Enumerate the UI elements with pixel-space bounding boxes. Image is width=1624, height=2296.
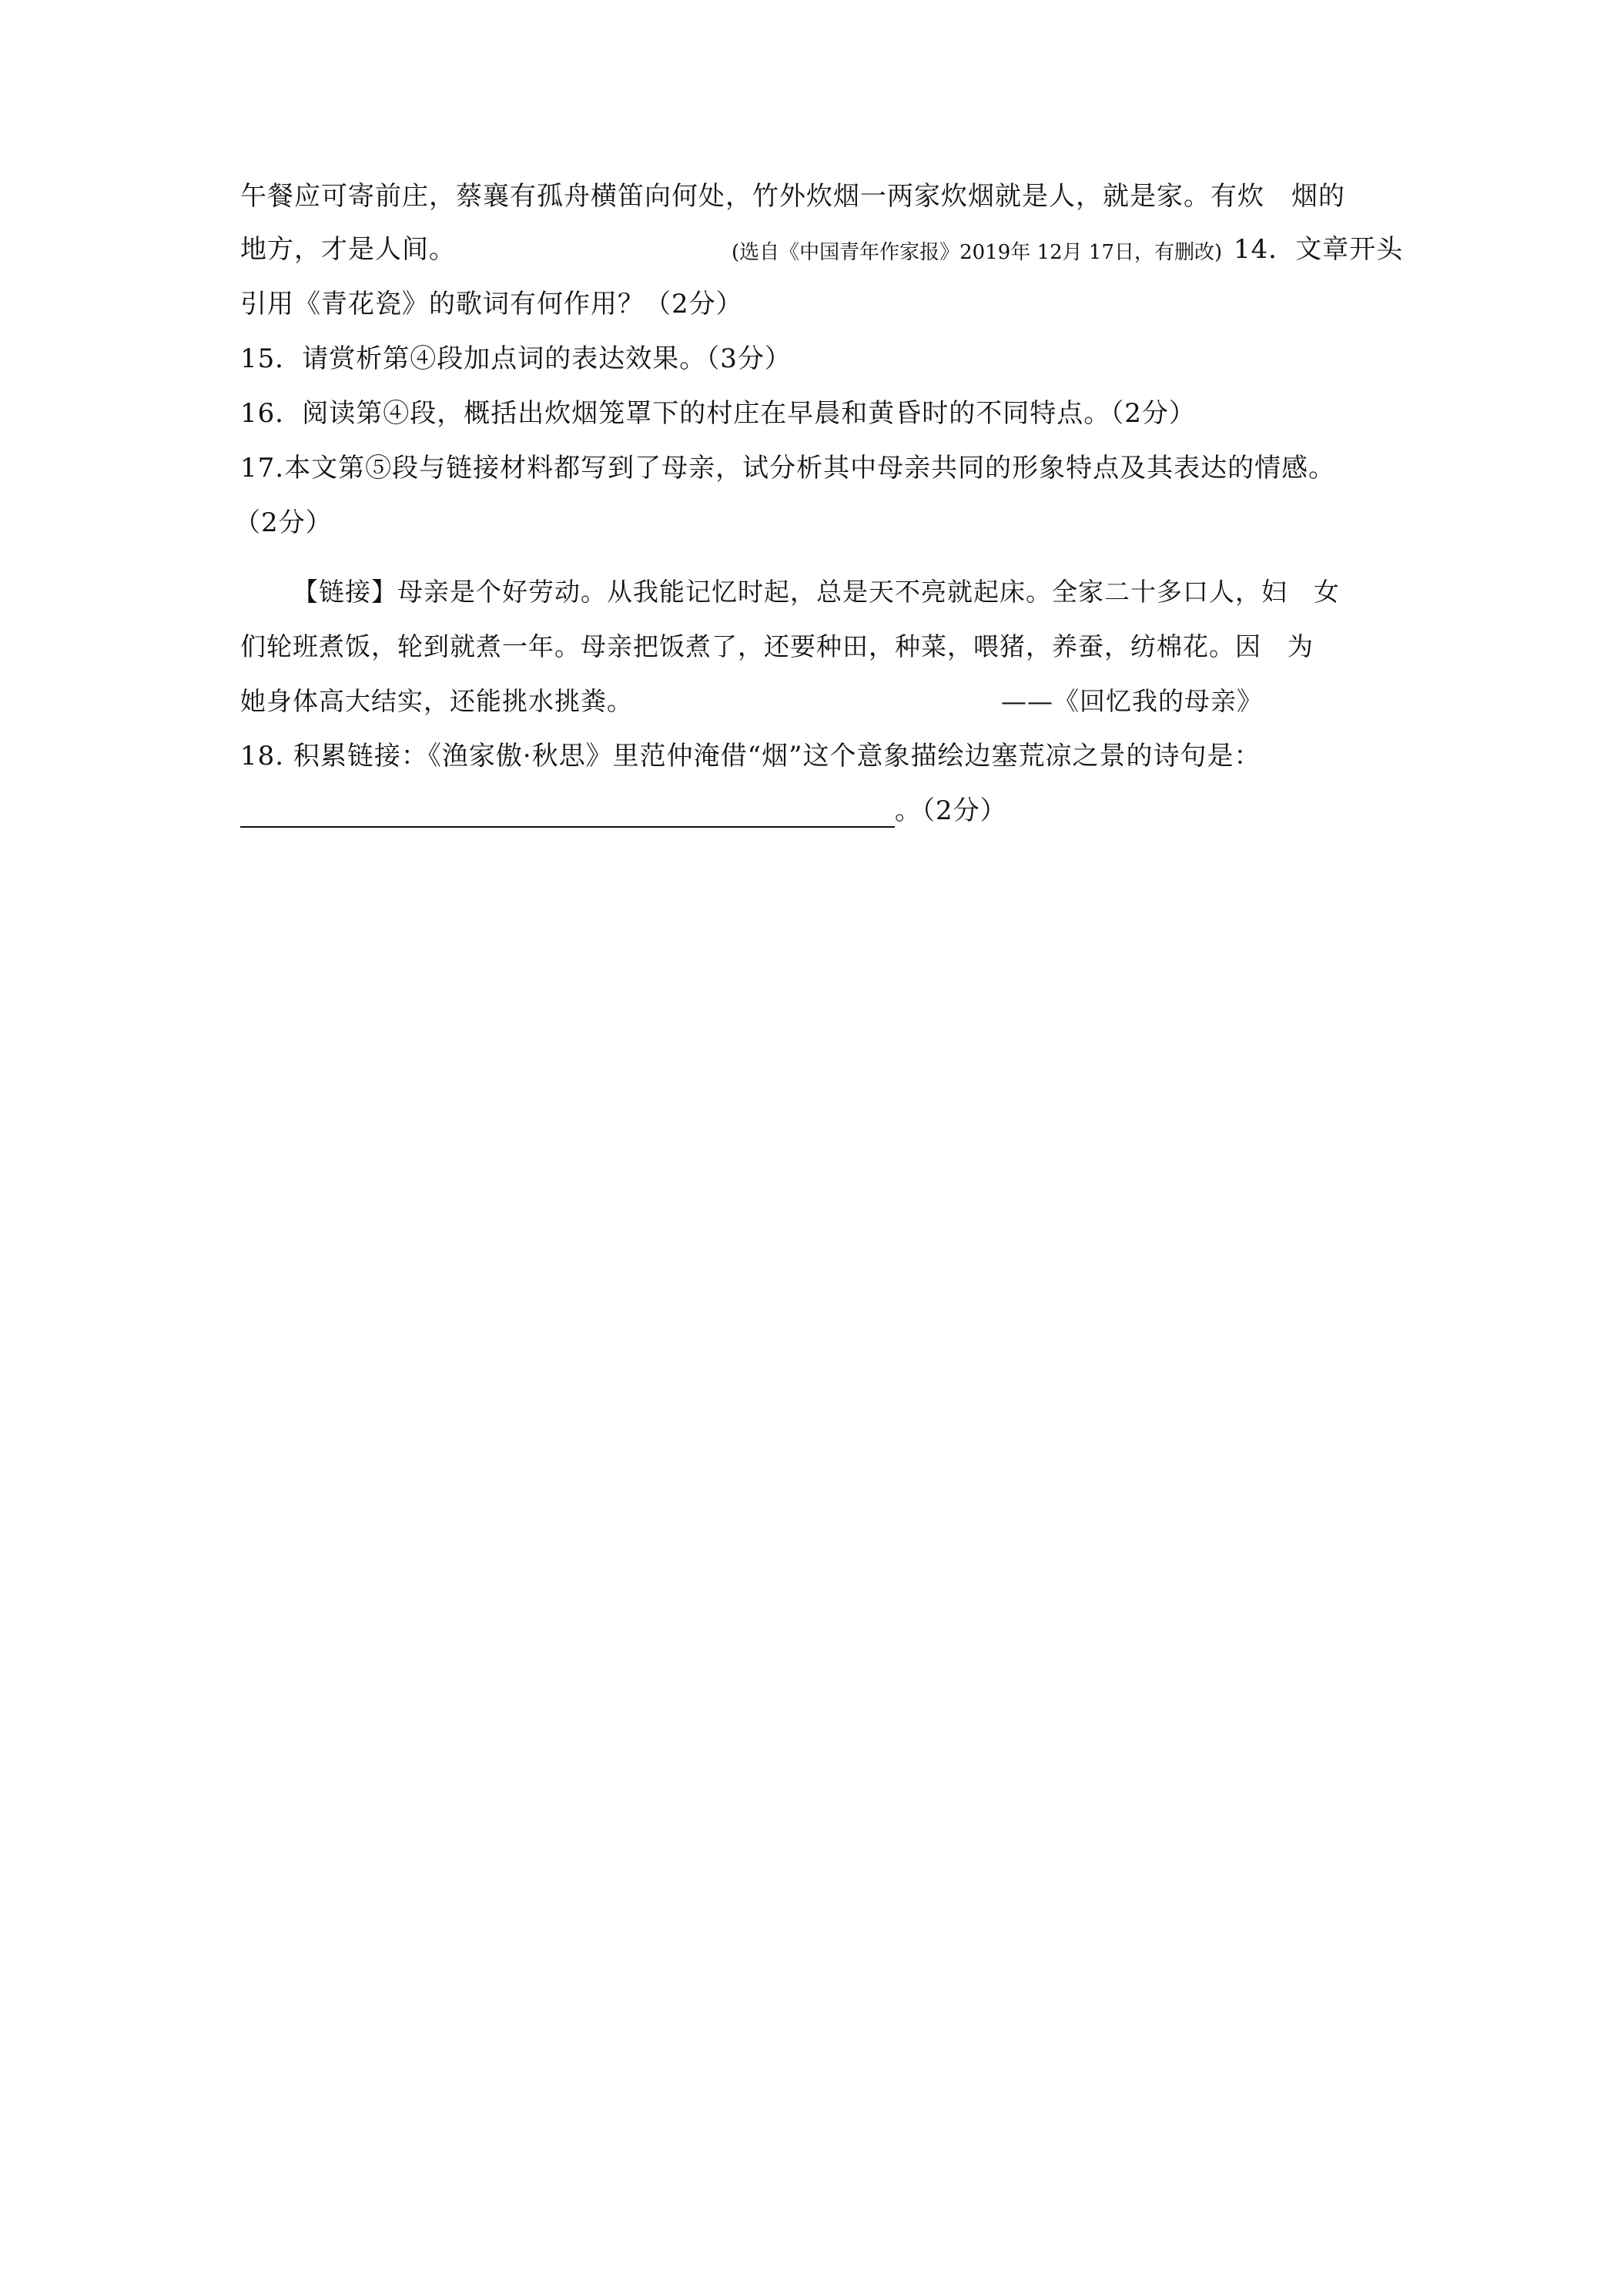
question-18-text: 18. 积累链接：《渔家傲·秋思》里范仲淹借“烟”这个意象描绘边塞荒凉之景的诗句是：: [240, 741, 1261, 771]
question-17-line-1: [240, 451, 1388, 485]
question-16: [240, 397, 1388, 430]
answer-blank[interactable]: [240, 802, 895, 828]
passage-line-1: [240, 179, 1388, 213]
link-line-1: [293, 575, 1390, 609]
question-18-score: 。（2分）: [895, 795, 1007, 826]
question-15-text: 15．请赏析第④段加点词的表达效果。（3分）: [240, 343, 792, 374]
question-18-line-1: [240, 739, 1388, 773]
link-attribution: ——《回忆我的母亲》: [1001, 686, 1263, 716]
link-line-3-text: 她身体高大结实，还能挑水挑粪。: [240, 686, 633, 716]
question-14-start: 14．文章开头: [1234, 234, 1404, 265]
link-line-2: [240, 630, 1388, 664]
link-line-2-text: 们轮班煮饭，轮到就煮一年。母亲把饭煮了，还要种田，种菜，喂猪，养蚕，纺棉花。因 为: [240, 631, 1314, 661]
question-17-score: （2分）: [234, 507, 333, 538]
passage-line-2: [240, 233, 1404, 266]
link-line-1-text: 【链接】母亲是个好劳动。从我能记忆时起，总是天不亮就起床。全家二十多口人，妇 女: [293, 577, 1340, 607]
question-17-text: 17.本文第⑤段与链接材料都写到了母亲，试分析其中母亲共同的形象特点及其表达的情感。: [240, 453, 1336, 484]
question-18-line-2: [240, 794, 1388, 828]
question-14-text: 引用《青花瓷》的歌词有何作用？（2分）: [240, 289, 743, 320]
passage-ending-text: 地方，才是人间。: [240, 234, 456, 265]
link-line-3: [240, 684, 1388, 718]
passage-line-1-text: 午餐应可寄前庄，蔡襄有孤舟横笛向何处，竹外炊烟一两家炊烟就是人，就是家。有炊 烟的: [240, 181, 1345, 212]
question-14-line: [240, 287, 1388, 321]
question-15: [240, 342, 1388, 376]
source-citation: (选自《中国青年作家报》2019年 12月 17日，有删改): [732, 241, 1223, 264]
question-16-text: 16．阅读第④段，概括出炊烟笼罩下的村庄在早晨和黄昏时的不同特点。（2分）: [240, 398, 1196, 429]
question-17-line-2: [234, 506, 1381, 540]
